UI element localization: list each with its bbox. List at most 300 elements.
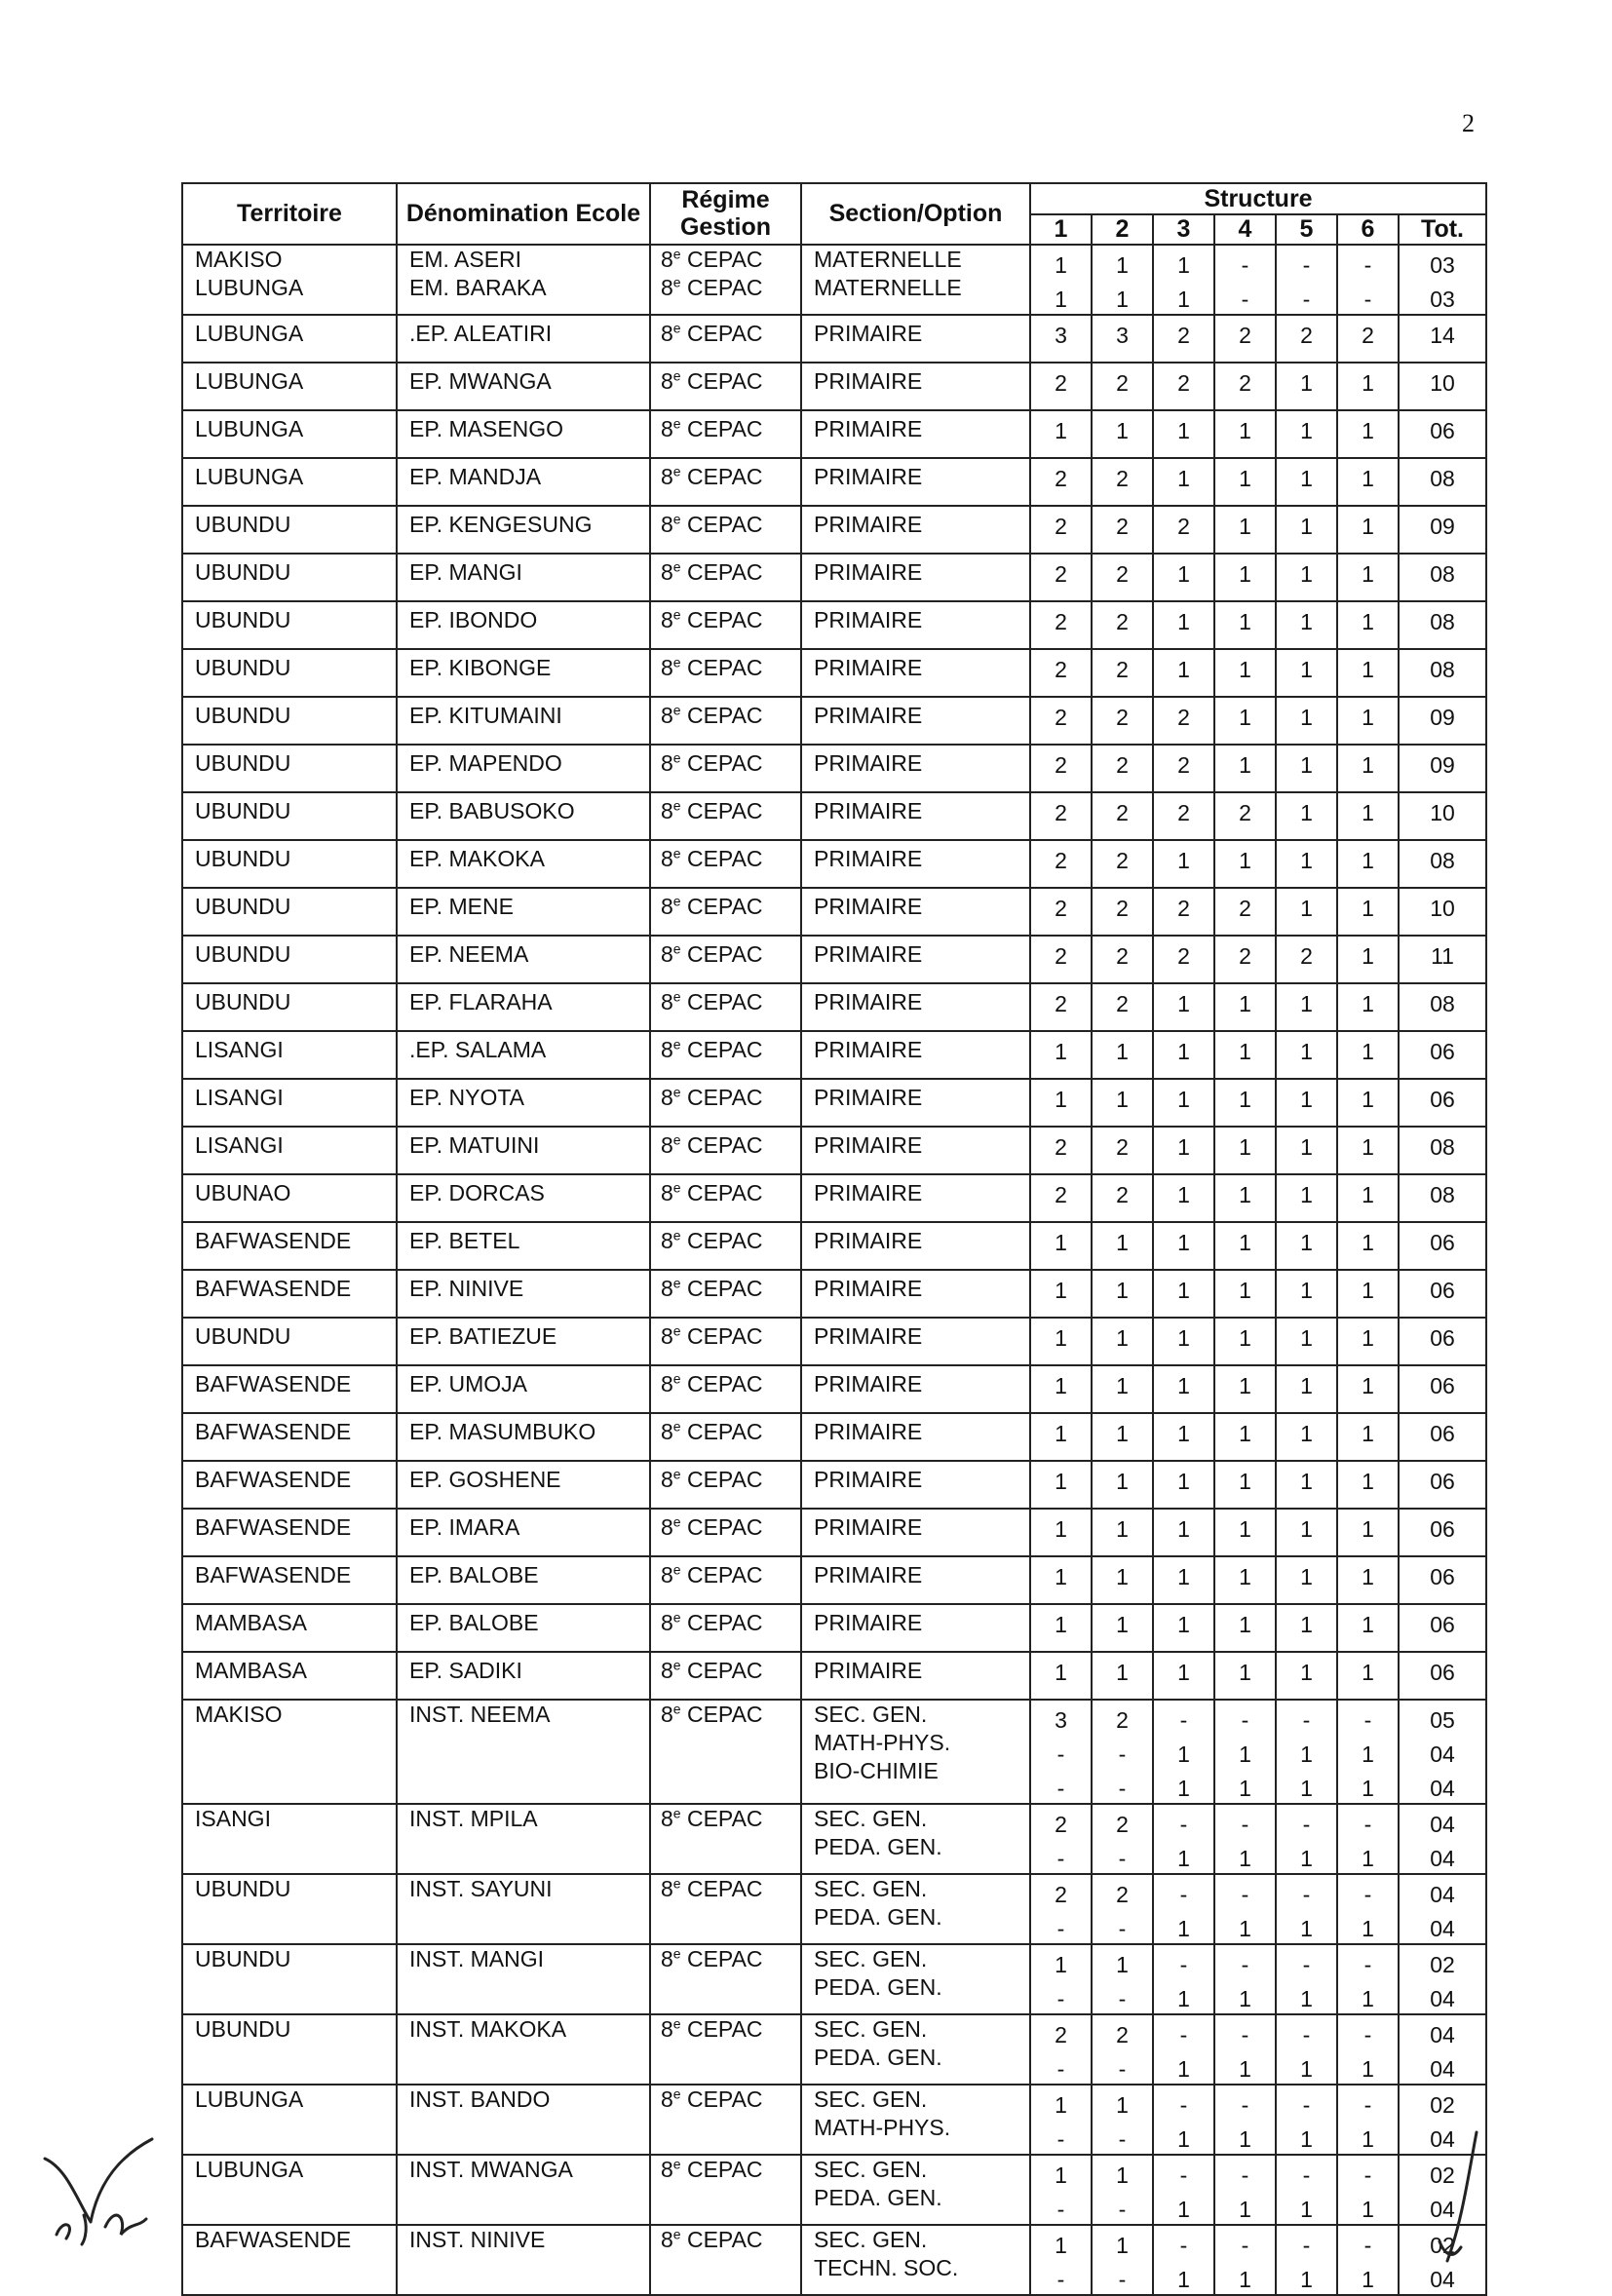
cell-structure-2 [1092,2155,1153,2225]
cell-structure-5-line: 1 [1300,608,1313,634]
cell-structure-2 [1092,601,1153,649]
cell-section [801,840,1030,888]
cell-total-line: 14 [1430,322,1455,348]
cell-structure-1-line: 1 [1055,1515,1067,1542]
cell-structure-1-line: 2 [1055,990,1067,1016]
cell-structure-3 [1153,2155,1214,2225]
cell-section [801,458,1030,506]
cell-territoire-line: LUBUNGA [195,2156,304,2182]
cell-ecole-line: EP. SADIKI [409,1657,522,1683]
cell-gestion [650,363,801,410]
cell-section [801,792,1030,840]
cell-gestion-line: 8e CEPAC [661,1084,763,1110]
cell-gestion-line: 8e CEPAC [661,511,763,537]
cell-total [1399,363,1486,410]
cell-structure-4-line: 1 [1239,1229,1251,1255]
cell-gestion-line: 8e CEPAC [661,1370,763,1397]
cell-structure-1-line: 2 [1055,2021,1067,2047]
cell-gestion-line: 8e CEPAC [661,1609,763,1635]
cell-structure-1-line: 1 [1055,1372,1067,1398]
cell-structure-5-line: - [1302,1811,1311,1837]
cell-structure-2 [1092,1413,1153,1461]
cell-ecole-line: EP. BABUSOKO [409,797,575,823]
table-row [182,1365,1486,1413]
cell-territoire [182,888,397,936]
cell-structure-3-line: 1 [1177,1181,1190,1207]
cell-total-line: 09 [1430,513,1455,539]
cell-structure-6-line: 1 [1362,847,1374,873]
cell-structure-1 [1030,1461,1092,1509]
cell-structure-3-line: 2 [1177,704,1190,730]
cell-structure-3-line: 2 [1177,895,1190,921]
cell-total-line: 06 [1430,1563,1455,1589]
cell-section [801,1413,1030,1461]
cell-structure-5-line: - [1302,2091,1311,2118]
cell-structure-2-line: 1 [1116,2091,1129,2118]
cell-total-line: 04 [1430,1741,1455,1767]
cell-structure-5 [1276,601,1337,649]
cell-structure-1-line: 2 [1055,656,1067,682]
cell-section [801,1079,1030,1127]
cell-structure-4-line: 1 [1239,1563,1251,1589]
cell-ecole-line: EM. BARAKA [409,274,547,300]
cell-structure-3-line: - [1179,1881,1188,1907]
cell-section [801,1174,1030,1222]
cell-section-line: MATH-PHYS. [814,2114,951,2140]
cell-structure-3-line: 1 [1177,1845,1190,1871]
cell-structure-6-line: 1 [1362,799,1374,825]
cell-total [1399,888,1486,936]
cell-structure-1 [1030,315,1092,363]
cell-structure-2-line: 1 [1116,417,1129,443]
cell-structure-4 [1214,649,1276,697]
cell-ecole [397,983,650,1031]
cell-total-line: 06 [1430,1229,1455,1255]
cell-structure-3-line: 2 [1177,322,1190,348]
cell-structure-6-line: - [1363,2021,1372,2047]
cell-structure-3 [1153,1804,1214,1874]
cell-structure-4-line: 1 [1239,465,1251,491]
cell-structure-4-line: 1 [1239,1775,1251,1801]
cell-structure-1-line: - [1056,2055,1065,2082]
cell-territoire-line: MAMBASA [195,1609,308,1635]
cell-total-line: 10 [1430,799,1455,825]
cell-section-line: PRIMAIRE [814,797,923,823]
cell-structure-6 [1337,2155,1399,2225]
cell-section [801,410,1030,458]
cell-structure-5 [1276,1604,1337,1652]
cell-structure-1-line: 1 [1055,1324,1067,1351]
cell-territoire-line: UBUNDU [195,1945,291,1971]
cell-structure-1-line: 1 [1055,286,1067,312]
cell-structure-5 [1276,1222,1337,1270]
cell-structure-4-line: 1 [1239,1741,1251,1767]
cell-structure-6-line: 1 [1362,2125,1374,2152]
cell-ecole-line: EP. MANDJA [409,463,542,489]
cell-section-line: PRIMAIRE [814,702,923,728]
cell-section [801,983,1030,1031]
cell-structure-5 [1276,697,1337,745]
cell-structure-6 [1337,1031,1399,1079]
cell-structure-3-line: 1 [1177,2196,1190,2222]
cell-structure-2-line: 2 [1116,608,1129,634]
cell-territoire-line: LISANGI [195,1036,284,1062]
cell-territoire-line: UBUNDU [195,940,291,967]
margin-stroke-mark [1418,2124,1486,2271]
cell-ecole [397,697,650,745]
cell-structure-4 [1214,1944,1276,2014]
cell-structure-2 [1092,1556,1153,1604]
cell-section-line: MATERNELLE [814,274,962,300]
cell-territoire-line: BAFWASENDE [195,1370,352,1397]
cell-ecole-line: EP. BATIEZUE [409,1322,557,1349]
cell-section [801,649,1030,697]
cell-structure-6 [1337,1700,1399,1804]
cell-structure-5 [1276,745,1337,792]
cell-ecole [397,458,650,506]
cell-territoire [182,1079,397,1127]
cell-ecole [397,1079,650,1127]
table-row [182,1461,1486,1509]
cell-structure-4-line: - [1241,2232,1249,2258]
cell-structure-3-line: 1 [1177,1086,1190,1112]
cell-structure-3-line: 2 [1177,942,1190,969]
cell-structure-3-line: - [1179,2091,1188,2118]
cell-structure-6-line: 1 [1362,1420,1374,1446]
cell-structure-2 [1092,1222,1153,1270]
table-row [182,649,1486,697]
cell-structure-3 [1153,1318,1214,1365]
cell-structure-5-line: 1 [1300,1845,1313,1871]
cell-section-line: PRIMAIRE [814,1131,923,1158]
cell-total-line: 04 [1430,2266,1455,2292]
cell-total-line: 06 [1430,1324,1455,1351]
cell-structure-4 [1214,245,1276,315]
cell-section [801,2085,1030,2155]
cell-structure-1 [1030,2225,1092,2295]
cell-structure-4-line: - [1241,251,1249,278]
cell-structure-1-line: 1 [1055,1420,1067,1446]
cell-territoire [182,1804,397,1874]
cell-structure-6-line: 1 [1362,1563,1374,1589]
cell-structure-2-line: 1 [1116,1515,1129,1542]
table-row [182,2225,1486,2295]
cell-structure-5-line: 1 [1300,1468,1313,1494]
cell-gestion-line: 8e CEPAC [661,415,763,441]
cell-territoire-line: LISANGI [195,1131,284,1158]
cell-structure-2-line: 1 [1116,2232,1129,2258]
cell-structure-4 [1214,1874,1276,1944]
cell-structure-6-line: 1 [1362,560,1374,587]
cell-structure-6-line: 1 [1362,2266,1374,2292]
cell-total-line: 10 [1430,895,1455,921]
cell-structure-3 [1153,936,1214,983]
cell-ecole-line: EP. DORCAS [409,1179,545,1205]
cell-ecole-line: INST. MANGI [409,1945,545,1971]
cell-section [801,1365,1030,1413]
cell-structure-5 [1276,363,1337,410]
cell-structure-4-line: - [1241,1881,1249,1907]
cell-structure-5-line: 1 [1300,417,1313,443]
cell-structure-6 [1337,1509,1399,1556]
cell-structure-6-line: 1 [1362,895,1374,921]
table-row [182,363,1486,410]
cell-gestion-line: 8e CEPAC [661,749,763,776]
cell-territoire [182,2085,397,2155]
cell-section-line: SEC. GEN. [814,2226,928,2252]
cell-section [801,554,1030,601]
cell-structure-6 [1337,792,1399,840]
cell-total-line: 06 [1430,1659,1455,1685]
cell-structure-6-line: - [1363,251,1372,278]
cell-gestion-line: 8e CEPAC [661,1657,763,1683]
table-row [182,936,1486,983]
cell-structure-5-line: 1 [1300,1133,1313,1160]
cell-structure-5-line: 1 [1300,1038,1313,1064]
cell-ecole [397,1700,650,1804]
cell-territoire [182,1270,397,1318]
cell-structure-6 [1337,1556,1399,1604]
cell-structure-2 [1092,1652,1153,1700]
cell-structure-1-line: 1 [1055,1659,1067,1685]
cell-structure-1-line: 1 [1055,251,1067,278]
cell-structure-4-line: 1 [1239,1324,1251,1351]
cell-structure-1 [1030,601,1092,649]
cell-structure-6-line: 1 [1362,656,1374,682]
cell-territoire-line: UBUNDU [195,988,291,1014]
cell-section [801,888,1030,936]
cell-structure-1-line: 2 [1055,799,1067,825]
cell-structure-5-line: - [1302,1706,1311,1733]
cell-structure-5-line: 1 [1300,656,1313,682]
cell-ecole-line: .EP. SALAMA [409,1036,547,1062]
cell-structure-3 [1153,1413,1214,1461]
cell-ecole [397,2085,650,2155]
cell-structure-5-line: 1 [1300,1775,1313,1801]
cell-structure-1 [1030,1652,1092,1700]
cell-structure-6-line: 1 [1362,1611,1374,1637]
cell-structure-5-line: 1 [1300,513,1313,539]
cell-ecole [397,1509,650,1556]
table-row [182,983,1486,1031]
cell-structure-4-line: 1 [1239,1277,1251,1303]
table-row [182,1944,1486,2014]
cell-structure-6-line: 1 [1362,1181,1374,1207]
cell-structure-3 [1153,410,1214,458]
cell-structure-3 [1153,649,1214,697]
cell-ecole [397,1174,650,1222]
cell-structure-4 [1214,697,1276,745]
cell-structure-5-line: 1 [1300,1324,1313,1351]
cell-gestion-line: 8e CEPAC [661,654,763,680]
cell-gestion-line: 8e CEPAC [661,1701,763,1727]
cell-structure-1 [1030,1222,1092,1270]
cell-structure-5 [1276,936,1337,983]
cell-structure-6-line: 1 [1362,465,1374,491]
cell-section-line: SEC. GEN. [814,1805,928,1831]
cell-section [801,1804,1030,1874]
cell-structure-4-line: 1 [1239,1515,1251,1542]
cell-structure-2 [1092,2014,1153,2085]
cell-gestion [650,2225,801,2295]
cell-structure-5 [1276,245,1337,315]
header-denomination: Dénomination Ecole [397,183,650,245]
cell-ecole-line: EP. MENE [409,893,514,919]
cell-structure-5-line: 1 [1300,1515,1313,1542]
cell-structure-3-line: 1 [1177,2055,1190,2082]
cell-structure-5-line: 1 [1300,704,1313,730]
cell-gestion [650,1079,801,1127]
cell-gestion [650,936,801,983]
cell-gestion [650,745,801,792]
cell-ecole-line: EP. UMOJA [409,1370,527,1397]
cell-total [1399,792,1486,840]
cell-structure-2-line: 1 [1116,1468,1129,1494]
cell-structure-1-line: 1 [1055,2091,1067,2118]
cell-territoire [182,554,397,601]
cell-ecole [397,1944,650,2014]
cell-structure-4 [1214,1509,1276,1556]
cell-structure-1-line: 2 [1055,751,1067,778]
cell-structure-2-line: 2 [1116,369,1129,396]
cell-territoire [182,1509,397,1556]
cell-structure-2-line: 2 [1116,1706,1129,1733]
cell-total [1399,840,1486,888]
cell-structure-2 [1092,1604,1153,1652]
cell-territoire-line: MAMBASA [195,1657,308,1683]
cell-ecole [397,1874,650,1944]
cell-total-line: 04 [1430,1811,1455,1837]
cell-structure-3 [1153,1079,1214,1127]
cell-section-line: PRIMAIRE [814,1466,923,1492]
cell-structure-5-line: 1 [1300,369,1313,396]
cell-structure-2 [1092,983,1153,1031]
table-row [182,601,1486,649]
cell-total-line: 03 [1430,251,1455,278]
cell-gestion [650,2155,801,2225]
cell-section [801,245,1030,315]
cell-territoire-line: LUBUNGA [195,463,304,489]
cell-structure-6 [1337,1318,1399,1365]
cell-structure-6-line: 1 [1362,608,1374,634]
cell-structure-5-line: - [1302,286,1311,312]
cell-ecole [397,1556,650,1604]
table-row [182,1804,1486,1874]
cell-section-line: PRIMAIRE [814,940,923,967]
cell-section [801,1509,1030,1556]
cell-section [801,1700,1030,1804]
cell-ecole-line: EM. ASERI [409,246,522,272]
table-row [182,1874,1486,1944]
cell-structure-2 [1092,1127,1153,1174]
cell-territoire [182,1461,397,1509]
cell-total [1399,1461,1486,1509]
cell-structure-2 [1092,1804,1153,1874]
cell-structure-4-line: 1 [1239,1611,1251,1637]
cell-gestion [650,1556,801,1604]
cell-structure-1 [1030,792,1092,840]
cell-structure-2-line: 2 [1116,1811,1129,1837]
cell-structure-3-line: 1 [1177,1038,1190,1064]
cell-structure-4-line: 1 [1239,751,1251,778]
cell-total [1399,601,1486,649]
cell-total-line: 08 [1430,560,1455,587]
cell-structure-4-line: 2 [1239,942,1251,969]
cell-ecole [397,410,650,458]
cell-structure-1-line: 1 [1055,1038,1067,1064]
cell-structure-4 [1214,1318,1276,1365]
cell-structure-2 [1092,2225,1153,2295]
cell-structure-4 [1214,1652,1276,1700]
table-row [182,2155,1486,2225]
cell-section [801,1270,1030,1318]
cell-structure-4 [1214,1365,1276,1413]
cell-ecole [397,1804,650,1874]
cell-section-line: PRIMAIRE [814,1179,923,1205]
cell-territoire [182,1222,397,1270]
cell-structure-5-line: 2 [1300,322,1313,348]
cell-structure-4-line: 2 [1239,895,1251,921]
cell-structure-4-line: 1 [1239,847,1251,873]
cell-structure-3-line: - [1179,2021,1188,2047]
table-row [182,1127,1486,1174]
table-row [182,315,1486,363]
cell-structure-5-line: 1 [1300,1420,1313,1446]
cell-section [801,1604,1030,1652]
cell-structure-5-line: 1 [1300,990,1313,1016]
cell-territoire [182,1031,397,1079]
cell-structure-1-line: 2 [1055,513,1067,539]
cell-ecole-line: EP. MAKOKA [409,845,545,871]
cell-structure-4-line: 1 [1239,1038,1251,1064]
cell-gestion-line: 8e CEPAC [661,845,763,871]
cell-territoire [182,983,397,1031]
cell-structure-4-line: 1 [1239,608,1251,634]
cell-structure-4-line: - [1241,1706,1249,1733]
cell-structure-3 [1153,1365,1214,1413]
cell-gestion [650,983,801,1031]
cell-ecole [397,1652,650,1700]
cell-territoire-line: LUBUNGA [195,367,304,394]
cell-gestion [650,840,801,888]
cell-section-line: PRIMAIRE [814,558,923,585]
cell-structure-5 [1276,983,1337,1031]
cell-structure-5 [1276,506,1337,554]
cell-ecole [397,554,650,601]
cell-structure-2-line: 1 [1116,1277,1129,1303]
cell-structure-3 [1153,1652,1214,1700]
cell-structure-3 [1153,2085,1214,2155]
cell-total-line: 04 [1430,1845,1455,1871]
cell-gestion-line: 8e CEPAC [661,1513,763,1540]
cell-structure-5 [1276,1804,1337,1874]
cell-structure-6-line: - [1363,2162,1372,2188]
cell-total [1399,1127,1486,1174]
cell-gestion [650,1127,801,1174]
cell-structure-4-line: - [1241,2162,1249,2188]
cell-structure-1-line: 3 [1055,322,1067,348]
cell-ecole [397,1222,650,1270]
cell-ecole [397,888,650,936]
cell-structure-4 [1214,2085,1276,2155]
cell-structure-3-line: 1 [1177,847,1190,873]
cell-structure-4-line: 1 [1239,2055,1251,2082]
cell-gestion [650,315,801,363]
cell-total-line: 03 [1430,286,1455,312]
cell-structure-6-line: 1 [1362,990,1374,1016]
cell-structure-1-line: 1 [1055,1277,1067,1303]
cell-section-line: SEC. GEN. [814,1701,928,1727]
